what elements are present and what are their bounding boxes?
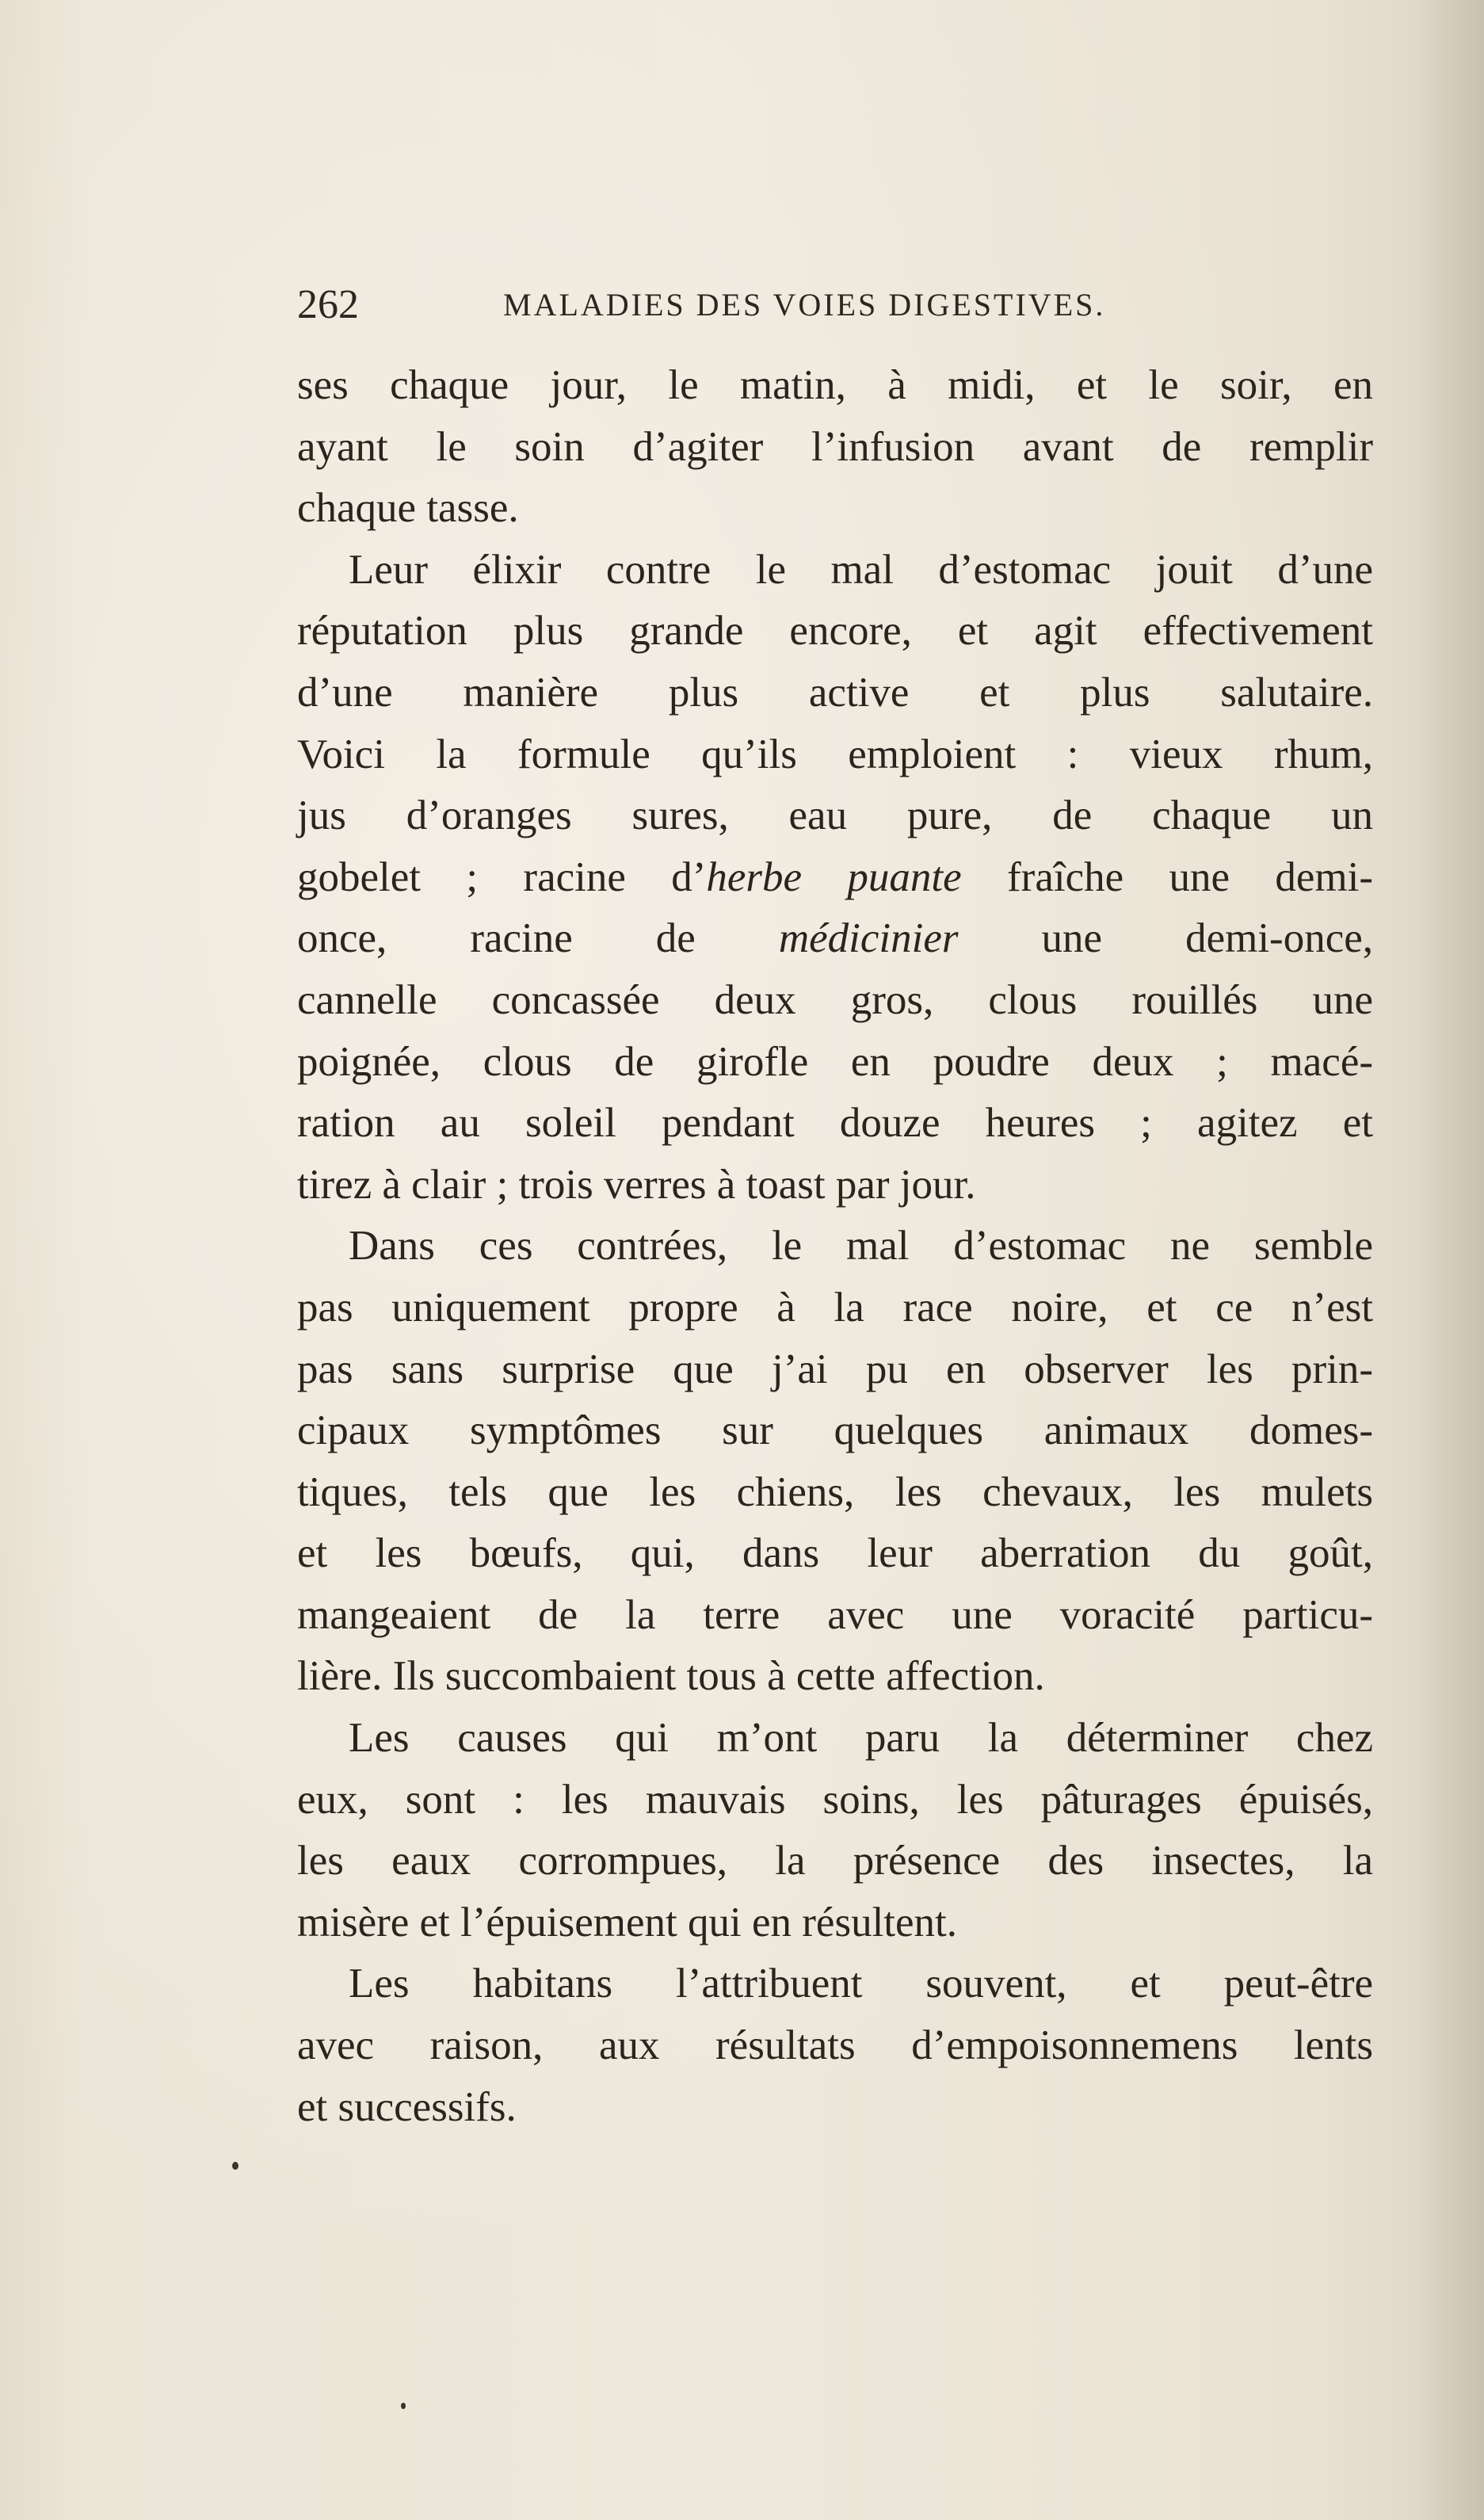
italic-term: herbe puante: [706, 853, 962, 900]
page-edge-shadow: [1413, 0, 1484, 2520]
text-line: Voici la formule qu’ils emploient : vieux rhum,: [297, 731, 1373, 777]
text-line: réputation plus grande encore, et agit effectivement: [297, 608, 1373, 655]
text-line: pas sans surprise que j’ai pu en observer les prin-: [297, 1346, 1373, 1392]
text-line: jus d’oranges sures, eau pure, de chaque un: [297, 792, 1373, 839]
text-line: once, racine de médicinier une demi-once,: [297, 915, 1373, 962]
paragraph-first-line: Les causes qui m’ont paru la déterminer chez: [349, 1715, 1373, 1762]
text-line: d’une manière plus active et plus salutaire.: [297, 669, 1373, 716]
text-line: ayant le soin d’agiter l’infusion avant de remplir: [297, 423, 1373, 470]
page-number: 262: [297, 282, 359, 327]
text-line: ses chaque jour, le matin, à midi, et le soir, en: [297, 362, 1373, 408]
text-line: gobelet ; racine d’herbe puante fraîche une demi-: [297, 853, 1373, 900]
text-line: pas uniquement propre à la race noire, et ce n’est: [297, 1284, 1373, 1331]
text-line: ration au soleil pendant douze heures ; agitez et: [297, 1100, 1373, 1147]
text-line: misère et l’épuisement qui en résultent.: [297, 1899, 958, 1945]
text-line: les eaux corrompues, la présence des insectes, la: [297, 1838, 1373, 1884]
text-line: avec raison, aux résultats d’empoisonnemens lents: [297, 2022, 1373, 2069]
text-line: cannelle concassée deux gros, clous rouillés une: [297, 976, 1373, 1023]
ink-speck: [232, 2162, 238, 2170]
text-line: cipaux symptômes sur quelques animaux domes-: [297, 1407, 1373, 1454]
paragraph-first-line: Les habitans l’attribuent souvent, et peut-être: [349, 1961, 1373, 2007]
text-line: eux, sont : les mauvais soins, les pâturages épuisés,: [297, 1776, 1373, 1823]
text-line: tiques, tels que les chiens, les chevaux, les mulets: [297, 1468, 1373, 1515]
text-line: tirez à clair ; trois verres à toast par jour.: [297, 1161, 976, 1208]
text-line: mangeaient de la terre avec une voracité particu-: [297, 1591, 1373, 1638]
running-head: MALADIES DES VOIES DIGESTIVES.: [503, 287, 1106, 323]
page-header: [297, 273, 1367, 337]
paragraph-first-line: Leur élixir contre le mal d’estomac jouit d’une: [349, 546, 1373, 593]
italic-term: médicinier: [778, 915, 959, 962]
text-line: et les bœufs, qui, dans leur aberration du goût,: [297, 1530, 1373, 1577]
text-line: poignée, clous de girofle en poudre deux ; macé-: [297, 1038, 1373, 1085]
text-line: et successifs.: [297, 2083, 517, 2130]
text-line: lière. Ils succombaient tous à cette affection.: [297, 1653, 1045, 1700]
ink-speck: [401, 2403, 406, 2409]
text-line: chaque tasse.: [297, 485, 519, 532]
paragraph-first-line: Dans ces contrées, le mal d’estomac ne semble: [349, 1223, 1373, 1270]
body-text: [297, 355, 1373, 2138]
